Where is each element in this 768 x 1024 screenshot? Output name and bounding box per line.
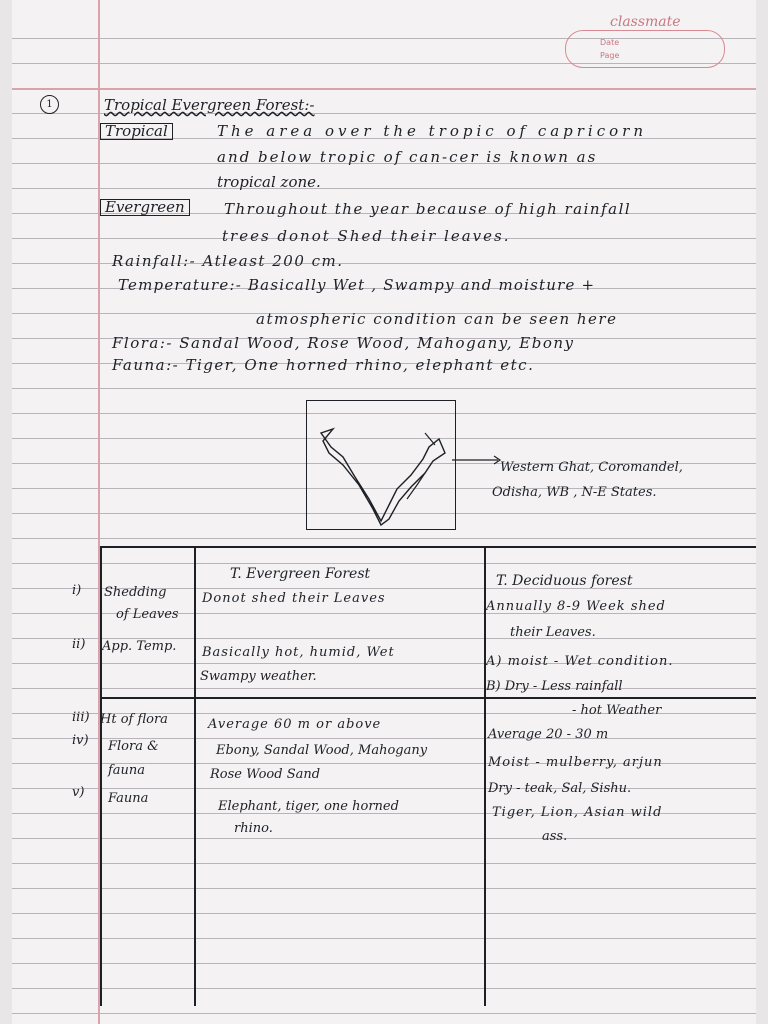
coast-stroke: [425, 433, 435, 445]
row-1-param-2: of Leaves: [116, 607, 179, 622]
section-number: 1: [40, 95, 59, 114]
row-3-param: Ht of flora: [100, 712, 168, 727]
map-note-2: Odisha, WB , N-E States.: [492, 485, 657, 500]
row-5-deciduous-1: Tiger, Lion, Asian wild: [492, 805, 663, 820]
table-top-border: [100, 546, 756, 548]
row-4-num: iv): [72, 733, 89, 748]
row-5-num: v): [72, 785, 85, 800]
row-2-num: ii): [72, 637, 86, 652]
date-page-box: [565, 30, 725, 68]
row-2-evergreen-2: Swampy weather.: [200, 669, 317, 684]
temperature-line-1: Temperature:- Basically Wet , Swampy and moisture +: [118, 276, 596, 294]
row-1-param-1: Shedding: [104, 585, 167, 600]
row-1-deciduous-2: their Leaves.: [510, 625, 596, 640]
table-left-border: [100, 546, 102, 1006]
row-2-deciduous-3: - hot Weather: [572, 703, 662, 718]
table-row-divider: [100, 697, 756, 699]
map-note-1: Western Ghat, Coromandel,: [500, 460, 683, 475]
title: Tropical Evergreen Forest:-: [104, 96, 315, 114]
map-sketch: [307, 401, 455, 529]
flora-text: Flora:- Sandal Wood, Rose Wood, Mahogany, Ebony: [112, 334, 575, 352]
rainfall-text: Rainfall:- Atleast 200 cm.: [112, 252, 344, 270]
row-2-evergreen-1: Basically hot, humid, Wet: [202, 645, 395, 660]
row-4-deciduous-2: Dry - teak, Sal, Sishu.: [488, 781, 632, 796]
row-4-param-1: Flora &: [108, 739, 159, 754]
evergreen-line-2: trees donot Shed their leaves.: [222, 227, 511, 245]
row-3-num: iii): [72, 710, 90, 725]
row-2-deciduous-2: B) Dry - Less rainfall: [486, 679, 623, 694]
india-map-figure: [306, 400, 456, 530]
row-4-deciduous-1: Moist - mulberry, arjun: [488, 755, 663, 770]
row-5-evergreen-2: rhino.: [234, 821, 273, 836]
row-2-param: App. Temp.: [102, 639, 177, 654]
tropical-line-2: and below tropic of can-cer is known as: [217, 148, 598, 166]
table-col-divider-1: [194, 546, 196, 1006]
brand-logo: classmate: [610, 14, 681, 30]
row-3-deciduous: Average 20 - 30 m: [488, 727, 609, 742]
page-label: Page: [600, 51, 620, 60]
row-3-evergreen: Average 60 m or above: [208, 717, 382, 732]
tropical-label: Tropical: [100, 123, 173, 140]
evergreen-label: Evergreen: [100, 199, 190, 216]
evergreen-line-1: Throughout the year because of high rainfall: [224, 200, 632, 218]
table-col-divider-2: [484, 546, 486, 1006]
row-5-deciduous-2: ass.: [542, 829, 568, 844]
header-line: [12, 88, 756, 90]
fauna-text: Fauna:- Tiger, One horned rhino, elephant etc.: [112, 356, 535, 374]
header-deciduous: T. Deciduous forest: [496, 573, 633, 589]
row-1-evergreen: Donot shed their Leaves: [202, 591, 386, 606]
row-1-deciduous-1: Annually 8-9 Week shed: [486, 599, 666, 614]
tropical-line-3: tropical zone.: [217, 173, 321, 191]
row-5-param: Fauna: [108, 791, 149, 806]
tropical-line-1: The area over the tropic of capricorn: [217, 122, 647, 140]
row-5-evergreen-1: Elephant, tiger, one horned: [218, 799, 399, 814]
row-1-num: i): [72, 583, 82, 598]
row-4-param-2: fauna: [108, 763, 146, 778]
header-evergreen: T. Evergreen Forest: [230, 566, 371, 582]
date-label: Date: [600, 38, 620, 47]
temperature-line-2: atmospheric condition can be seen here: [256, 310, 618, 328]
pointer-arrow: [452, 455, 502, 465]
row-2-deciduous-1: A) moist - Wet condition.: [486, 654, 674, 669]
notebook-page: [12, 0, 756, 1024]
row-4-evergreen-1: Ebony, Sandal Wood, Mahogany: [216, 743, 428, 758]
row-4-evergreen-2: Rose Wood Sand: [210, 767, 321, 782]
coastline-path: [321, 429, 445, 525]
